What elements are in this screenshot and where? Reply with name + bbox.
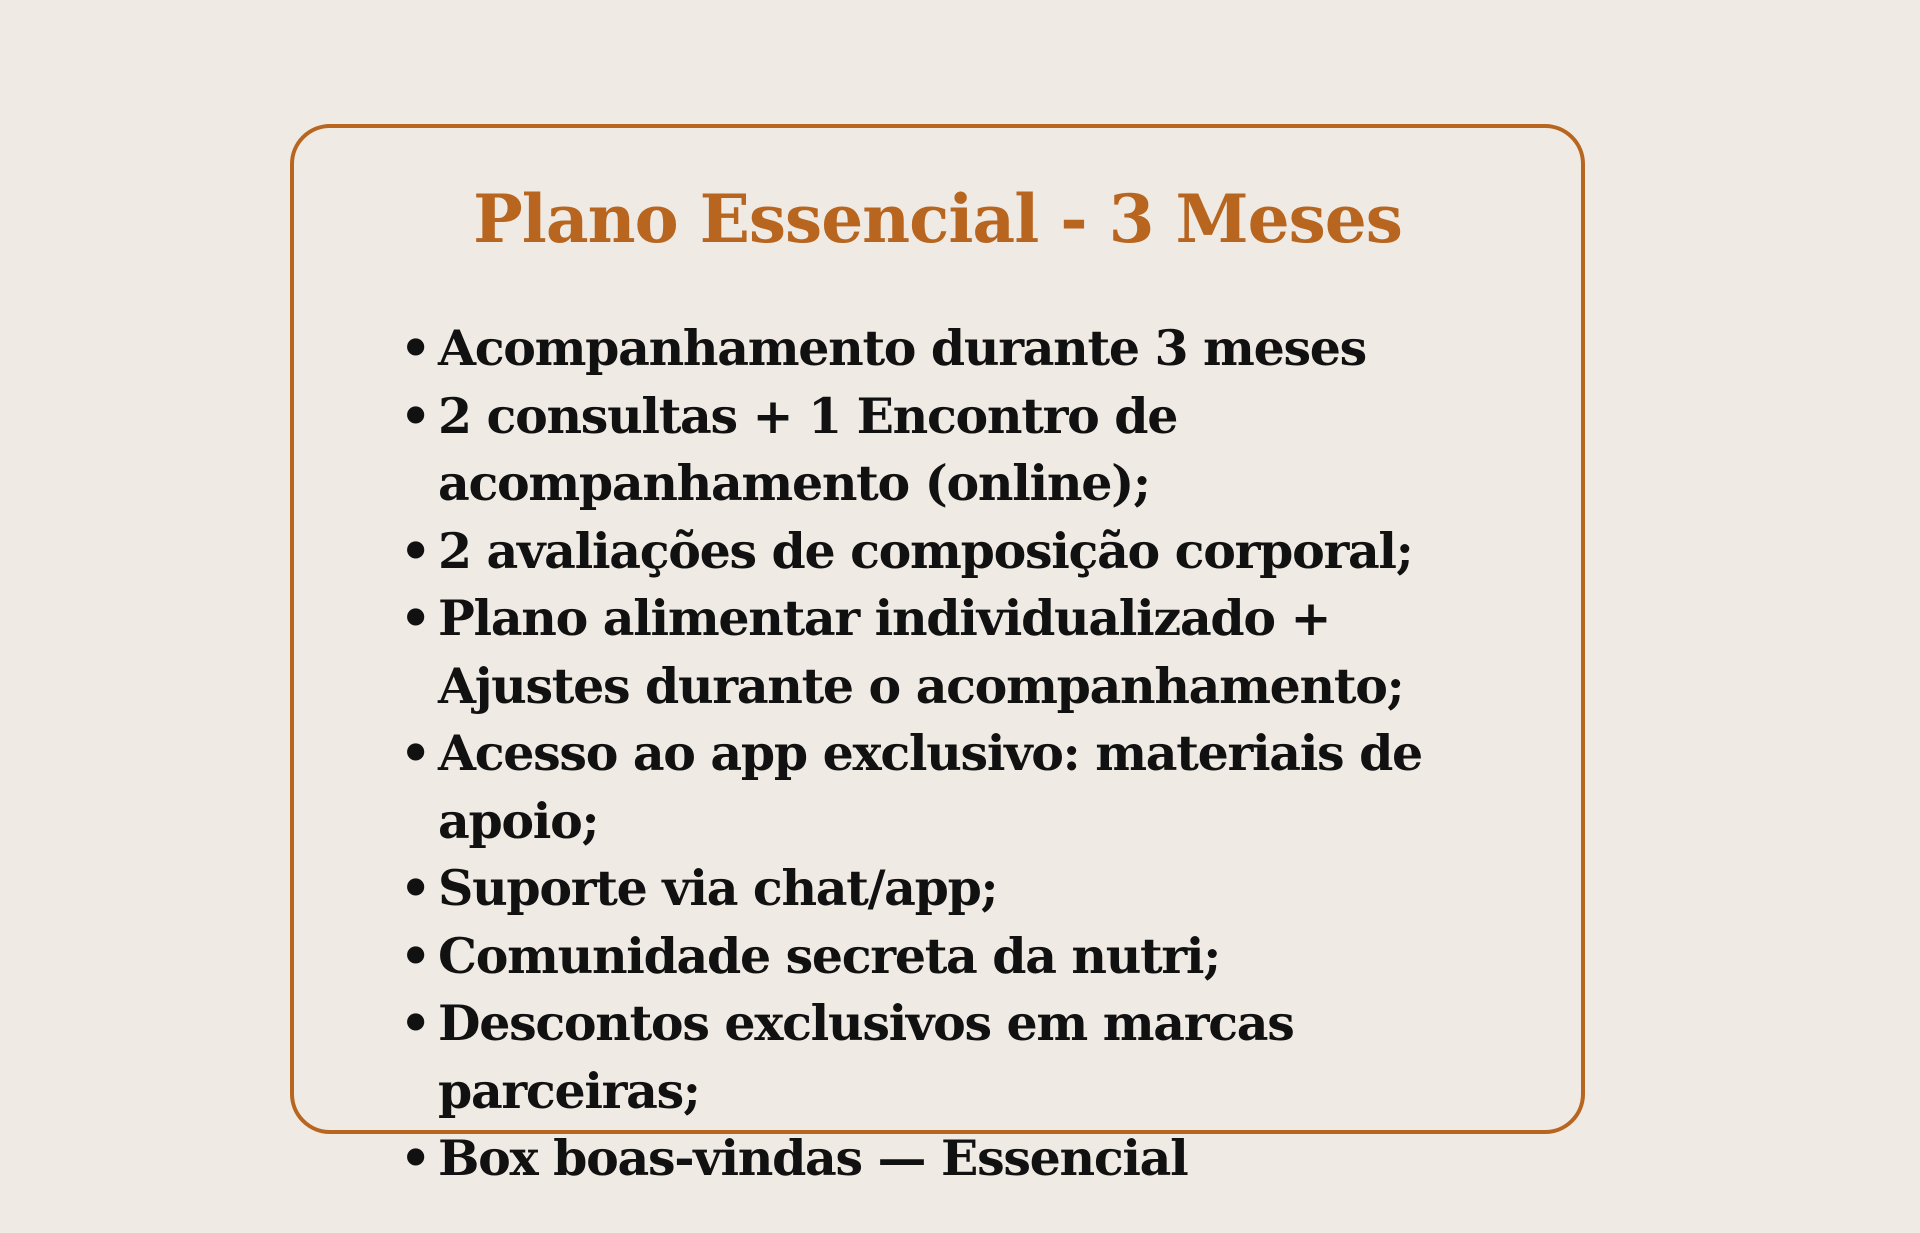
bullet-icon: • [400,926,431,985]
feature-text: Acompanhamento durante 3 meses [438,319,1366,377]
list-item [400,923,1514,991]
feature-text: 2 avaliações de composição corporal; [438,521,1413,580]
list-item [400,855,1514,923]
list-item [400,720,1514,855]
list-item [400,383,1514,518]
feature-text: Box boas-vindas — Essencial [438,1129,1188,1187]
bullet-icon: • [400,386,431,445]
feature-text: Comunidade secreta da nutri; [438,926,1221,985]
list-item [400,518,1514,586]
bullet-icon: • [400,521,431,580]
plan-title: Plano Essencial - 3 Meses [473,180,1402,258]
list-item [400,990,1514,1125]
feature-text: Suporte via chat/app; [438,859,998,917]
feature-text: Descontos exclusivos em marcas parceiras; [438,994,1294,1120]
bullet-icon: • [400,994,431,1052]
plan-card [290,124,1585,1187]
list-item [400,585,1514,720]
list-item [400,315,1514,383]
bullet-icon: • [400,1129,431,1187]
bullet-icon: • [400,589,431,647]
bullet-icon: • [400,859,431,917]
bullet-icon: • [400,319,431,377]
list-item [400,1125,1514,1193]
bullet-icon: • [400,724,431,782]
feature-text: Acesso ao app exclusivo: materiais de apoio; [438,724,1422,850]
feature-text: 2 consultas + 1 Encontro de acompanhamento (online); [438,386,1178,512]
feature-list [294,315,1514,1193]
feature-text: Plano alimentar individualizado + Ajustes durante o acompanhamento; [438,589,1404,715]
